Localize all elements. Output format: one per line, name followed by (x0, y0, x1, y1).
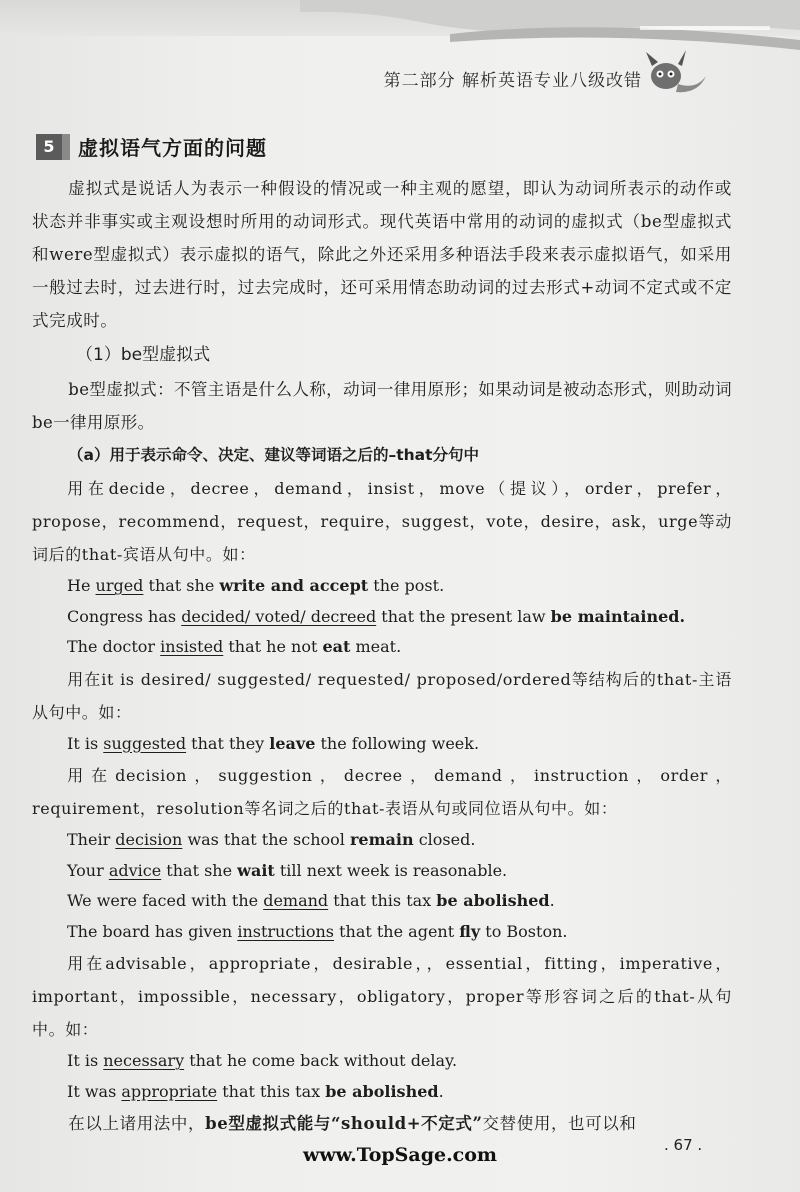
example-text: It is (67, 1051, 104, 1070)
footer-website[interactable]: www.TopSage.com (302, 1144, 498, 1166)
example-bold: remain (350, 830, 414, 849)
example-sentence (32, 632, 732, 663)
example-underlined: advice (108, 860, 162, 880)
example-sentence (32, 571, 732, 602)
example-underlined: decision (115, 830, 183, 849)
example-text: that she (161, 860, 238, 880)
example-text: The doctor (67, 637, 161, 656)
example-bold: be maintained. (550, 606, 686, 626)
page-number: . 67 . (664, 1136, 703, 1154)
usage-paragraph-verbs: 用在decide，decree，demand，insist，move（提议），order，prefer，propose，recommend，request，require，suggest，vote，desire，ask，urge等动词后的that-宾语从句中。如： (32, 479, 732, 564)
closing-bold: be型虚拟式能与“should+不定式” (205, 1114, 483, 1133)
example-text: that this tax (217, 1081, 326, 1101)
header-swoosh-decoration (300, 0, 800, 70)
example-sentence (32, 1046, 732, 1077)
example-sentence (32, 602, 732, 633)
example-text: Their (67, 830, 116, 849)
section-title: 虚拟语气方面的问题 (78, 136, 267, 160)
example-bold: leave (269, 733, 316, 753)
example-text: till next week is reasonable. (274, 860, 508, 880)
running-header: 第二部分 解析英语专业八级改错 (383, 71, 642, 91)
example-sentence (32, 886, 732, 917)
part-a-heading: （a）用于表示命令、决定、建议等词语之后的–that分句中 (68, 446, 480, 464)
example-sentence (32, 856, 732, 887)
definition-paragraph: be型虚拟式：不管主语是什么人称，动词一律用原形；如果动词是被动态形式，则助动词be一律用原形。 (32, 380, 732, 432)
section-number-badge: 5 (36, 134, 62, 160)
example-text: . (549, 891, 555, 910)
example-text: that she (143, 576, 220, 595)
usage-paragraph-adjectives: 用在advisable，appropriate，desirable，，essential，fitting，imperative，important，impossible，necessary，obligatory，proper等形容词之后的that-从句中。如： (32, 954, 732, 1039)
usage-paragraph-nouns: 用在decision，suggestion，decree，demand，instruction，order，requirement，resolution等名词之后的that-表语从句或同位语从句中。如： (32, 766, 732, 818)
example-text: It is (67, 733, 104, 753)
example-sentence (32, 1077, 732, 1108)
section-heading (36, 132, 267, 161)
example-text: that this tax (328, 891, 437, 910)
examples-adjectives (32, 1046, 732, 1107)
intro-paragraph: 虚拟式是说话人为表示一种假设的情况或一种主观的愿望，即认为动词所表示的动作或状态并非事实或主观设想时所用的动词形式。现代英语中常用的动词的虚拟式（be型虚拟式和were型虚拟式）表示虚拟的语气，除此之外还采用多种语法手段来表示虚拟语气，如采用一般过去时，过去进行时，过去完成时，还可采用情态助动词的过去形式+动词不定式或不定式完成时。 (32, 179, 732, 330)
page-content (32, 172, 732, 1140)
example-underlined: suggested (103, 733, 187, 753)
example-text: He (67, 576, 96, 595)
example-text: that the present law (376, 606, 551, 626)
example-text: the post. (368, 576, 445, 595)
closing-paragraph (32, 1107, 732, 1140)
example-underlined: insisted (160, 637, 224, 656)
example-sentence (32, 917, 732, 948)
subsection-heading: （1）be型虚拟式 (76, 345, 211, 365)
example-underlined: demand (263, 891, 329, 910)
example-sentence (32, 729, 732, 760)
example-underlined: necessary (103, 1051, 185, 1070)
example-text: that he not (223, 637, 323, 656)
example-bold: fly (459, 921, 481, 941)
example-text: was that the school (182, 830, 350, 849)
example-text: Your (67, 860, 109, 880)
mascot-illustration (638, 46, 708, 102)
example-text: meat. (350, 637, 402, 656)
example-underlined: urged (95, 576, 144, 595)
example-text: that they (186, 733, 270, 753)
example-underlined: instructions (237, 921, 334, 941)
examples-verbs (32, 571, 732, 663)
example-sentence (32, 825, 732, 856)
example-bold: write and accept (219, 576, 369, 595)
example-text: closed. (413, 830, 476, 849)
closing-pre: 在以上诸用法中， (68, 1114, 206, 1133)
example-bold: wait (237, 860, 275, 880)
example-bold: eat (322, 637, 351, 656)
example-text: The board has given (67, 921, 238, 941)
examples-nouns (32, 825, 732, 947)
example-text: We were faced with the (67, 891, 264, 910)
example-text: Congress has (67, 606, 182, 626)
example-text: . (438, 1081, 444, 1101)
example-underlined: decided/ voted/ decreed (181, 606, 377, 626)
example-underlined: appropriate (121, 1081, 218, 1101)
example-text: that the agent (334, 921, 460, 941)
example-bold: be abolished (436, 891, 550, 910)
example-text: the following week. (315, 733, 480, 753)
closing-post: 交替使用，也可以和 (482, 1114, 637, 1133)
example-text: to Boston. (480, 921, 568, 941)
example-bold: be abolished (325, 1081, 439, 1101)
example-text: It was (67, 1081, 122, 1101)
usage-paragraph-it-is: 用在it is desired/ suggested/ requested/ proposed/ordered等结构后的that-主语从句中。如： (32, 669, 732, 722)
examples-it-is (32, 729, 732, 760)
example-text: that he come back without delay. (184, 1051, 458, 1070)
